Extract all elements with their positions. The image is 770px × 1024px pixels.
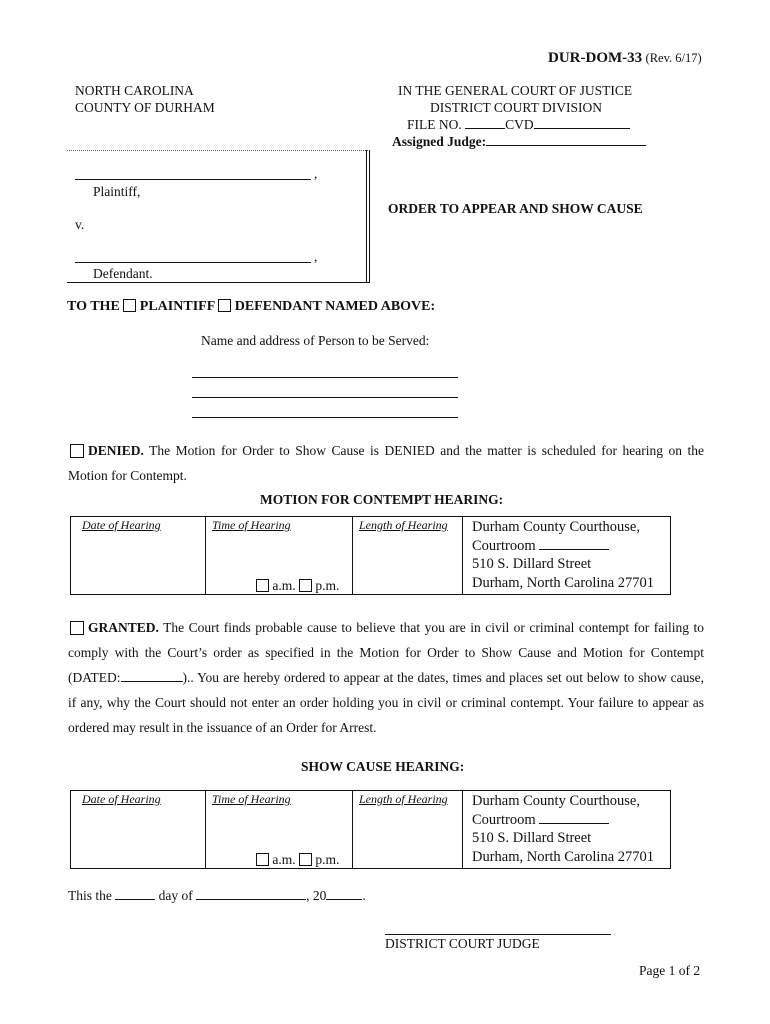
assigned-judge-field[interactable] [486, 133, 646, 146]
file-number-row [407, 117, 630, 133]
year-prefix: , 20 [306, 888, 327, 903]
table1-divider-1 [205, 516, 206, 595]
state-name: NORTH CAROLINA [75, 83, 194, 98]
table1-am-label: a.m. [272, 578, 296, 593]
show-cause-heading: SHOW CAUSE HEARING: [301, 759, 465, 774]
table2-ampm [256, 852, 339, 868]
defendant-comma: , [314, 249, 318, 264]
court-division: DISTRICT COURT DIVISION [430, 100, 602, 115]
form-number: DUR-DOM-33 [548, 50, 643, 66]
table2-divider-1 [205, 790, 206, 869]
served-address-line-3[interactable] [192, 417, 458, 418]
date-period: . [362, 888, 366, 903]
served-address-line-2[interactable] [192, 397, 458, 398]
table2-divider-3 [462, 790, 463, 869]
file-no-label: FILE NO. [407, 117, 462, 132]
plaintiff-label: Plaintiff, [93, 184, 141, 199]
table2-courthouse [472, 792, 654, 866]
table1-courtroom-field[interactable] [539, 537, 609, 550]
defendant-name-field[interactable] [75, 262, 311, 263]
form-revision: (Rev. 6/17) [645, 51, 702, 65]
caption-top-rule [67, 150, 370, 151]
denied-label: DENIED. [88, 443, 144, 458]
contempt-hearing-heading: MOTION FOR CONTEMPT HEARING: [260, 492, 504, 507]
table2-courtroom-row [472, 811, 654, 830]
plaintiff-name-field[interactable] [75, 179, 311, 180]
form-id [548, 50, 702, 67]
table2-pm-checkbox[interactable] [299, 853, 312, 866]
year-field[interactable] [326, 887, 362, 900]
file-no-year-field[interactable] [465, 117, 505, 129]
judge-signature-line[interactable] [385, 934, 611, 935]
defendant-checkbox[interactable] [218, 299, 231, 312]
table1-city: Durham, North Carolina 27701 [472, 574, 655, 591]
table2-length-label: Length of Hearing [359, 792, 448, 806]
defendant-label: Defendant. [93, 266, 153, 281]
table1-courthouse-name: Durham County Courthouse, [472, 519, 640, 535]
granted-text-a: The Court finds probable cause to believe that you are in civil or criminal contempt for failing to comply with the Court’s order as specified in the Motion for Order to Show Cause and Motion for Contempt (DATED: [68, 620, 704, 685]
this-the-label: This the [68, 888, 112, 903]
table1-divider-3 [462, 516, 463, 595]
table1-time-label: Time of Hearing [212, 518, 291, 532]
served-label: Name and address of Person to be Served: [201, 333, 430, 348]
caption-bottom-rule [67, 282, 370, 283]
table1-ampm [256, 578, 339, 594]
page-number: Page 1 of 2 [639, 963, 701, 978]
granted-text-b: ).. You are hereby ordered to appear at the dates, times and places set out below to show cause, if any, why the Court should not enter an order holding you in civil or criminal contempt. Your failure to appear as ordered may result in the issuance of an Order for Arrest. [68, 670, 704, 735]
judge-title: DISTRICT COURT JUDGE [385, 936, 540, 951]
plaintiff-checkbox[interactable] [123, 299, 136, 312]
table2-am-label: a.m. [272, 852, 296, 867]
table2-street: 510 S. Dillard Street [472, 830, 592, 846]
table2-divider-2 [352, 790, 353, 869]
table1-divider-2 [352, 516, 353, 595]
assigned-judge-label: Assigned Judge: [392, 134, 487, 149]
table1-date-label: Date of Hearing [82, 518, 161, 532]
month-field[interactable] [196, 887, 306, 900]
plaintiff-comma: , [314, 166, 318, 181]
table2-time-label: Time of Hearing [212, 792, 291, 806]
day-of-label: day of [158, 888, 193, 903]
table1-courtroom-row [472, 537, 654, 556]
table2-city: Durham, North Carolina 27701 [472, 848, 655, 865]
table1-pm-checkbox[interactable] [299, 579, 312, 592]
table2-am-checkbox[interactable] [256, 853, 269, 866]
signed-date-row [68, 887, 366, 904]
to-defendant-label: DEFENDANT NAMED ABOVE: [234, 299, 436, 314]
table1-courtroom-label: Courtroom [472, 537, 536, 554]
order-title: ORDER TO APPEAR AND SHOW CAUSE [388, 201, 643, 216]
dated-field[interactable] [121, 669, 183, 682]
to-the-prefix: TO THE [67, 299, 120, 314]
table2-courtroom-field[interactable] [539, 811, 609, 824]
served-address-line-1[interactable] [192, 377, 458, 378]
versus-label: v. [75, 217, 85, 232]
assigned-judge-row [392, 133, 646, 150]
table2-pm-label: p.m. [315, 852, 340, 867]
table1-am-checkbox[interactable] [256, 579, 269, 592]
caption-divider-right [369, 150, 370, 282]
table2-courthouse-name: Durham County Courthouse, [472, 793, 640, 809]
table1-pm-label: p.m. [315, 578, 340, 593]
granted-label: GRANTED. [88, 620, 159, 635]
table2-date-label: Date of Hearing [82, 792, 161, 806]
table2-courtroom-label: Courtroom [472, 811, 536, 828]
table1-length-label: Length of Hearing [359, 518, 448, 532]
granted-paragraph [68, 615, 704, 740]
county-name: COUNTY OF DURHAM [75, 100, 215, 115]
file-no-cvd: CVD [505, 117, 534, 132]
day-field[interactable] [115, 887, 155, 900]
denied-paragraph [68, 438, 704, 488]
to-plaintiff-label: PLAINTIFF [139, 299, 215, 314]
to-the-line [67, 299, 435, 315]
court-name: IN THE GENERAL COURT OF JUSTICE [398, 83, 633, 98]
denied-text: The Motion for Order to Show Cause is DENIED and the matter is scheduled for hearing on the Motion for Contempt. [68, 443, 705, 483]
file-no-number-field[interactable] [534, 117, 630, 129]
caption-divider-left [366, 150, 367, 282]
table1-courthouse [472, 518, 654, 592]
table1-street: 510 S. Dillard Street [472, 556, 592, 572]
